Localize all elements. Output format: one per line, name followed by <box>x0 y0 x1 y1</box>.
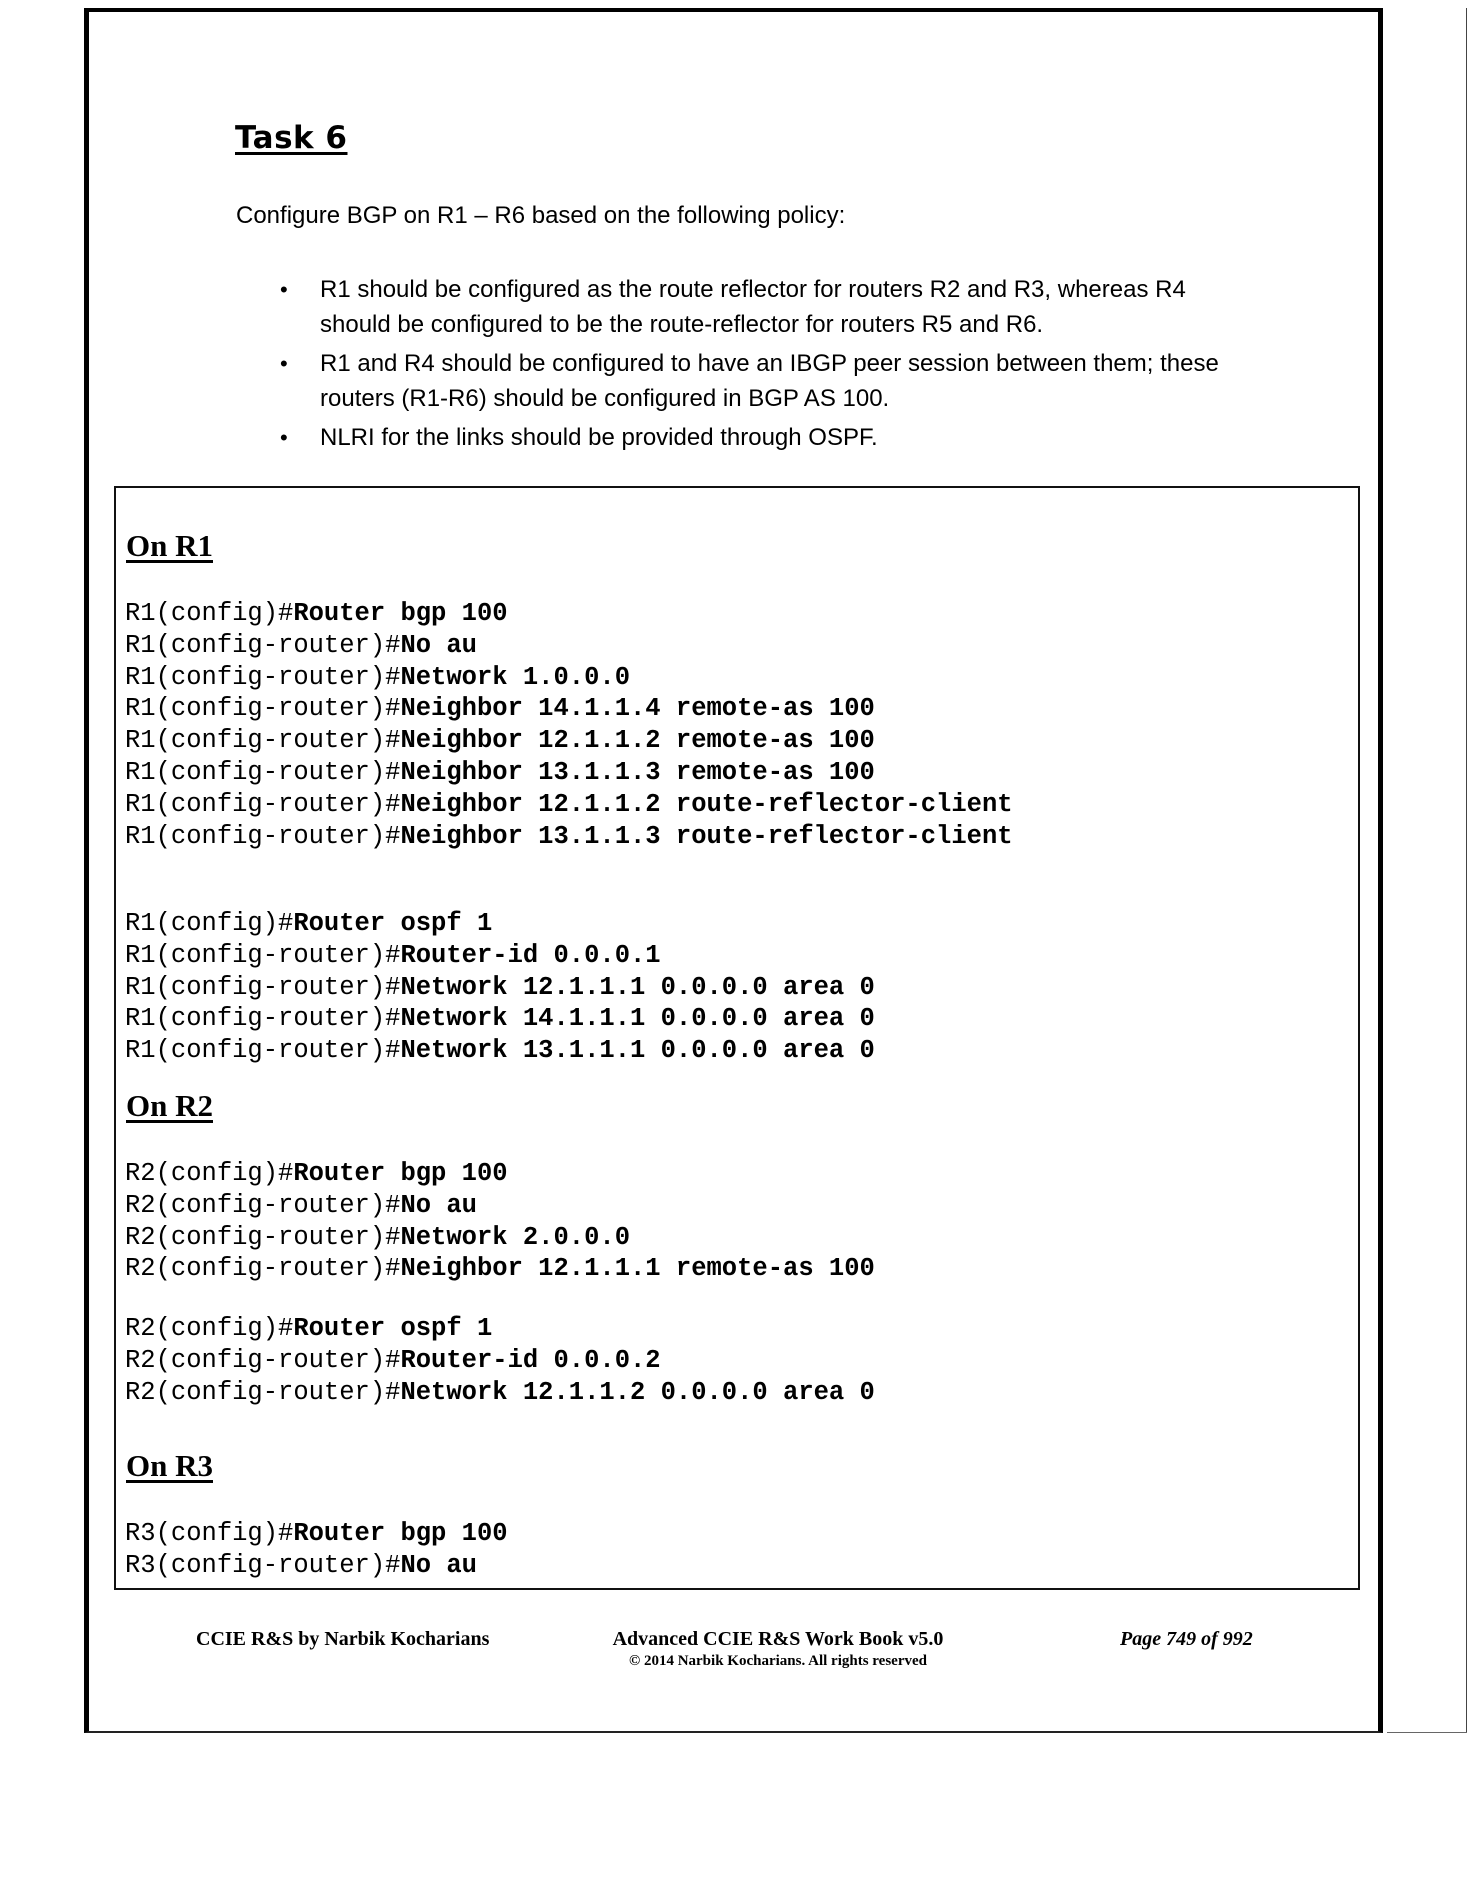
bullet-icon: • <box>280 425 288 450</box>
policy-item <box>280 272 1260 342</box>
code-line <box>125 1158 875 1190</box>
task-title: Task 6 <box>235 120 348 156</box>
code-line <box>125 757 1013 789</box>
cli-command: Neighbor 12.1.1.2 route-reflector-client <box>400 789 1013 819</box>
code-line <box>125 1253 875 1285</box>
cli-prompt: R2(config-router)# <box>125 1254 401 1284</box>
cli-command: Router ospf 1 <box>293 1314 493 1343</box>
code-line <box>125 972 875 1004</box>
code-line <box>125 1035 875 1067</box>
cli-prompt: R1(config-router)# <box>125 757 401 787</box>
code-block-r1-bgp <box>125 598 1013 852</box>
code-block-r1-ospf <box>125 908 875 1067</box>
cli-prompt: R3(config-router)# <box>125 1550 401 1580</box>
task-intro: Configure BGP on R1 – R6 based on the following policy: <box>236 202 846 229</box>
cli-command: Network 1.0.0.0 <box>400 662 630 692</box>
cli-command: Neighbor 13.1.1.3 remote-as 100 <box>400 757 875 787</box>
cli-prompt: R2(config-router)# <box>125 1377 401 1407</box>
section-heading-r2: On R2 <box>126 1088 213 1123</box>
cli-command: Network 13.1.1.1 0.0.0.0 area 0 <box>400 1036 875 1066</box>
cli-prompt: R1(config-router)# <box>125 726 401 756</box>
code-line <box>125 789 1013 821</box>
footer-copyright: © 2014 Narbik Kocharians. All rights reserved <box>628 1653 927 1669</box>
cli-prompt: R1(config-router)# <box>125 662 401 692</box>
scan-edge-line <box>1466 8 1467 1733</box>
code-line <box>125 662 1013 694</box>
footer-page-number: Page 749 of 992 <box>1120 1628 1253 1650</box>
cli-command: Network 14.1.1.1 0.0.0.0 area 0 <box>400 1004 875 1034</box>
policy-text: NLRI for the links should be provided through OSPF. <box>320 424 878 451</box>
cli-prompt: R1(config-router)# <box>125 972 401 1002</box>
code-line <box>125 693 1013 725</box>
code-line <box>125 1003 875 1035</box>
code-line <box>125 1190 875 1222</box>
code-line <box>125 1550 508 1582</box>
policy-list <box>280 272 1260 459</box>
cli-command: No au <box>400 1190 477 1220</box>
code-line <box>125 725 1013 757</box>
code-line <box>125 598 1013 630</box>
code-line <box>125 908 875 940</box>
cli-command: Network 2.0.0.0 <box>400 1222 630 1252</box>
cli-prompt: R1(config-router)# <box>125 789 401 819</box>
code-block-r2-bgp <box>125 1158 875 1285</box>
cli-prompt: R1(config-router)# <box>125 821 401 851</box>
cli-command: Neighbor 12.1.1.1 remote-as 100 <box>400 1254 875 1284</box>
cli-prompt: R1(config)# <box>125 599 294 628</box>
cli-prompt: R3(config)# <box>125 1519 294 1548</box>
code-line <box>125 1377 875 1409</box>
cli-command: Router bgp 100 <box>293 599 508 628</box>
cli-command: Router bgp 100 <box>293 1159 508 1188</box>
code-line <box>125 940 875 972</box>
cli-prompt: R2(config)# <box>125 1314 294 1343</box>
policy-item <box>280 346 1260 416</box>
scan-edge-line-bottom <box>1387 1732 1467 1733</box>
code-line <box>125 1313 875 1345</box>
code-line <box>125 1345 875 1377</box>
cli-command: Router bgp 100 <box>293 1519 508 1548</box>
bullet-icon: • <box>280 351 288 376</box>
policy-item <box>280 420 1260 455</box>
footer-author: CCIE R&S by Narbik Kocharians <box>196 1628 490 1650</box>
cli-prompt: R1(config-router)# <box>125 630 401 660</box>
section-heading-r1: On R1 <box>126 528 213 563</box>
cli-prompt: R1(config)# <box>125 909 294 938</box>
cli-command: Neighbor 13.1.1.3 route-reflector-client <box>400 821 1013 851</box>
cli-command: Neighbor 12.1.1.2 remote-as 100 <box>400 726 875 756</box>
cli-prompt: R1(config-router)# <box>125 940 401 970</box>
cli-prompt: R1(config-router)# <box>125 694 401 724</box>
code-line <box>125 1518 508 1550</box>
code-line <box>125 821 1013 853</box>
bullet-icon: • <box>280 277 288 302</box>
code-line <box>125 630 1013 662</box>
policy-text: R1 should be configured as the route reflector for routers R2 and R3, whereas R4 should be configured to be the route-reflector for routers R5 and R6. <box>320 276 1186 338</box>
code-block-r3-bgp <box>125 1518 508 1582</box>
code-block-r2-ospf <box>125 1313 875 1408</box>
cli-command: Router-id 0.0.0.1 <box>400 940 661 970</box>
footer-book-title: Advanced CCIE R&S Work Book v5.0 <box>612 1628 944 1650</box>
cli-prompt: R2(config-router)# <box>125 1345 401 1375</box>
cli-command: Network 12.1.1.2 0.0.0.0 area 0 <box>400 1377 875 1407</box>
cli-prompt: R2(config)# <box>125 1159 294 1188</box>
cli-command: No au <box>400 630 477 660</box>
cli-command: Neighbor 14.1.1.4 remote-as 100 <box>400 694 875 724</box>
footer-book <box>578 1628 978 1670</box>
section-heading-r3: On R3 <box>126 1448 213 1483</box>
cli-prompt: R1(config-router)# <box>125 1004 401 1034</box>
cli-command: Router-id 0.0.0.2 <box>400 1345 661 1375</box>
cli-prompt: R2(config-router)# <box>125 1190 401 1220</box>
solution-box <box>114 486 1360 1590</box>
code-line <box>125 1222 875 1254</box>
policy-text: R1 and R4 should be configured to have an IBGP peer session between them; these routers (R1-R6) should be configured in BGP AS 100. <box>320 350 1219 412</box>
cli-command: No au <box>400 1550 477 1580</box>
cli-command: Network 12.1.1.1 0.0.0.0 area 0 <box>400 972 875 1002</box>
cli-prompt: R2(config-router)# <box>125 1222 401 1252</box>
cli-command: Router ospf 1 <box>293 909 493 938</box>
cli-prompt: R1(config-router)# <box>125 1036 401 1066</box>
